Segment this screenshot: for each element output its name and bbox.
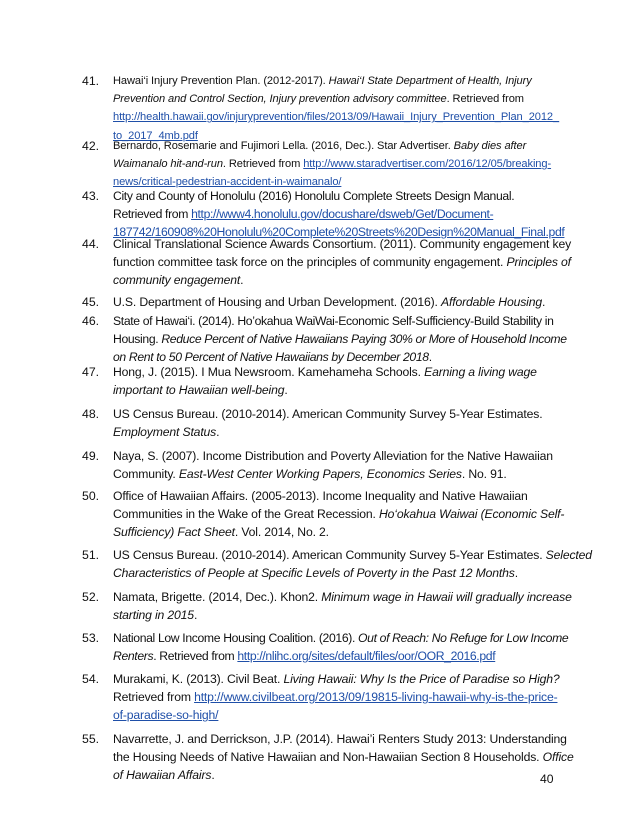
text-run: . [428,350,432,365]
reference-line [113,108,559,126]
italic-text: Earning a living wage [424,365,537,379]
reference-line [113,235,571,253]
reference-text [113,72,559,145]
italic-text: Office [542,750,574,765]
reference-line [113,487,564,505]
reference-number: 42. [82,139,100,153]
reference-line [113,730,574,748]
reference-text [113,588,572,624]
reference-number: 52. [82,590,100,604]
reference-number: 44. [82,237,100,251]
reference-line [113,564,592,582]
text-run: . Retrieved from [446,93,524,106]
reference-text [113,546,592,582]
reference-line [113,312,567,330]
reference-link[interactable]: http://www.staradvertiser.com/2016/12/05/breaking- [303,158,552,171]
italic-text: of Hawaiian Affairs [113,768,212,783]
text-run: City and County of Honolulu (2016) Honolulu Complete Streets Design Manual. [113,189,515,203]
italic-text: Minimum wage in Hawaii will gradually increase [321,590,572,604]
reference-link[interactable]: http://nlihc.org/sites/default/files/oor/OOR_2016.pdf [237,649,496,664]
text-run: . [211,768,215,783]
reference-number: 50. [82,489,100,503]
reference-line [113,523,564,541]
italic-text: Prevention and Control Section, Injury prevention advisory committee [113,93,447,106]
italic-text: starting in 2015 [113,608,194,623]
text-run: . Vol. 2014, No. 2. [234,525,329,540]
reference-text [113,293,545,311]
text-run: Retrieved from [113,690,195,705]
reference-number: 51. [82,548,100,562]
text-run: . Retrieved from [153,649,238,664]
reference-line [113,205,564,223]
reference-number: 49. [82,449,100,463]
reference-text [113,629,568,665]
reference-link[interactable]: http://health.hawaii.gov/injuryprevention/files/2013/09/Hawaii_Injury_Prevention_Plan_2012_ [113,111,560,124]
reference-text [113,312,567,367]
text-run: the Housing Needs of Native Hawaiian and Non-Hawaiian Section 8 Households. [113,750,543,765]
text-run: Navarrette, J. and Derrickson, J.P. (2014). Hawai’i Renters Study 2013: Understanding [113,732,567,746]
text-run: Naya, S. (2007). Income Distribution and Poverty Alleviation for the Native Hawaiian [113,449,553,463]
reference-number: 47. [82,365,100,379]
text-run: . [193,608,198,623]
italic-text: Selected [545,548,592,562]
text-run: Retrieved from [113,207,192,222]
reference-line [113,381,537,399]
italic-text: important to Hawaiian well-being [113,383,285,398]
text-run: . [514,566,518,581]
text-run: . No. 91. [461,467,507,482]
italic-text: Affordable Housing [441,295,542,309]
italic-text: Characteristics of People at Specific Levels of Poverty in the Past 12 Months [113,566,515,581]
reference-link[interactable]: 187742/160908%20Honolulu%20Complete%20Streets%20Design%20Manual_Final.pdf [113,225,565,240]
reference-line [113,465,553,483]
italic-text: Ho‘okahua Waiwai (Economic Self- [379,507,565,522]
reference-line [113,670,560,688]
text-run: Hawai‘i Injury Prevention Plan. (2012-2017). [113,75,329,87]
italic-text: East-West Center Working Papers, Economics Series [178,467,462,482]
text-run: Clinical Translational Science Awards Consortium. (2011). Community engagement key [113,237,572,251]
reference-link[interactable]: of-paradise-so-high/ [113,708,219,723]
reference-text [113,670,560,725]
text-run: . [541,295,546,309]
reference-link[interactable]: http://www4.honolulu.gov/docushare/dsweb/Get/Document- [191,207,494,222]
italic-text: Sufficiency) Fact Sheet [113,525,235,540]
reference-number: 45. [82,295,100,309]
reference-line [113,629,568,647]
italic-text: Principles of [506,255,571,270]
italic-text: Out of Reach: No Refuge for Low Income [358,631,569,645]
reference-text [113,363,537,399]
reference-number: 43. [82,189,100,203]
text-run: . [240,273,244,288]
reference-line [113,330,567,348]
reference-line [113,253,571,271]
reference-line [113,546,592,564]
italic-text: Reduce Percent of Native Hawaiians Paying 30% or More of Household Income [161,332,567,347]
reference-text [113,137,551,192]
reference-text [113,730,574,785]
text-run: . [284,383,288,398]
reference-line [113,588,572,606]
reference-line [113,647,568,665]
reference-link[interactable]: to_2017_4mb.pdf [113,129,198,142]
reference-text [113,235,571,290]
reference-line [113,748,574,766]
reference-line [113,72,559,90]
reference-number: 54. [82,672,100,686]
reference-line [113,155,551,173]
italic-text: community engagement [113,273,241,288]
reference-text [113,447,553,483]
italic-text: Waimanalo hit-and-run [113,158,223,171]
text-run: Hong, J. (2015). I Mua Newsroom. Kamehameha Schools. [113,365,425,379]
text-run: Murakami, K. (2013). Civil Beat. [113,672,284,686]
text-run: . Retrieved from [222,158,304,171]
reference-line [113,766,574,784]
reference-line [113,405,542,423]
reference-line [113,293,545,311]
text-run: National Low Income Housing Coalition. (2016). [113,631,359,645]
reference-line [113,187,564,205]
reference-number: 46. [82,314,100,328]
text-run: US Census Bureau. (2010-2014). American Community Survey 5-Year Estimates. [113,407,543,421]
text-run: Community. [113,467,179,482]
reference-line [113,706,560,724]
italic-text: on Rent to 50 Percent of Native Hawaiians by December 2018 [113,350,429,365]
text-run: State of Hawai‘i. (2014). Ho’okahua WaiWai-Economic Self-Sufficiency-Build Stability in [113,314,554,328]
reference-line [113,271,571,289]
reference-number: 53. [82,631,100,645]
text-run: Housing. [113,332,162,347]
reference-number: 48. [82,407,100,421]
reference-text [113,187,564,242]
page-number: 40 [540,772,554,786]
reference-text [113,405,542,441]
italic-text: Baby dies after [453,140,527,152]
reference-line [113,447,553,465]
reference-number: 55. [82,732,100,746]
reference-text [113,487,564,542]
italic-text: Hawai‘I State Department of Health, Injury [328,75,532,87]
reference-line [113,137,551,155]
reference-line [113,363,537,381]
reference-line [113,505,564,523]
text-run: Bernardo, Rosemarie and Fujimori Lella. (2016, Dec.). Star Advertiser. [113,140,454,152]
text-run: Office of Hawaiian Affairs. (2005-2013). Income Inequality and Native Hawaiian [113,489,528,503]
text-run: function committee task force on the principles of community engagement. [113,255,507,270]
text-run: Namata, Brigette. (2014, Dec.). Khon2. [113,590,322,604]
reference-line [113,90,559,108]
italic-text: Renters [113,649,154,664]
reference-link[interactable]: news/critical-pedestrian-accident-in-waimanalo/ [113,176,342,189]
text-run: US Census Bureau. (2010-2014). American Community Survey 5-Year Estimates. [113,548,546,562]
italic-text: Employment Status [113,425,217,440]
reference-link[interactable]: http://www.civilbeat.org/2013/09/19815-living-hawaii-why-is-the-price- [194,690,558,705]
reference-line [113,688,560,706]
reference-line [113,606,572,624]
reference-line [113,423,542,441]
text-run: Communities in the Wake of the Great Recession. [113,507,380,522]
text-run: U.S. Department of Housing and Urban Development. (2016). [113,295,441,309]
italic-text: Living Hawaii: Why Is the Price of Paradise so High? [283,672,560,686]
text-run: . [216,425,220,440]
reference-number: 41. [82,74,100,88]
